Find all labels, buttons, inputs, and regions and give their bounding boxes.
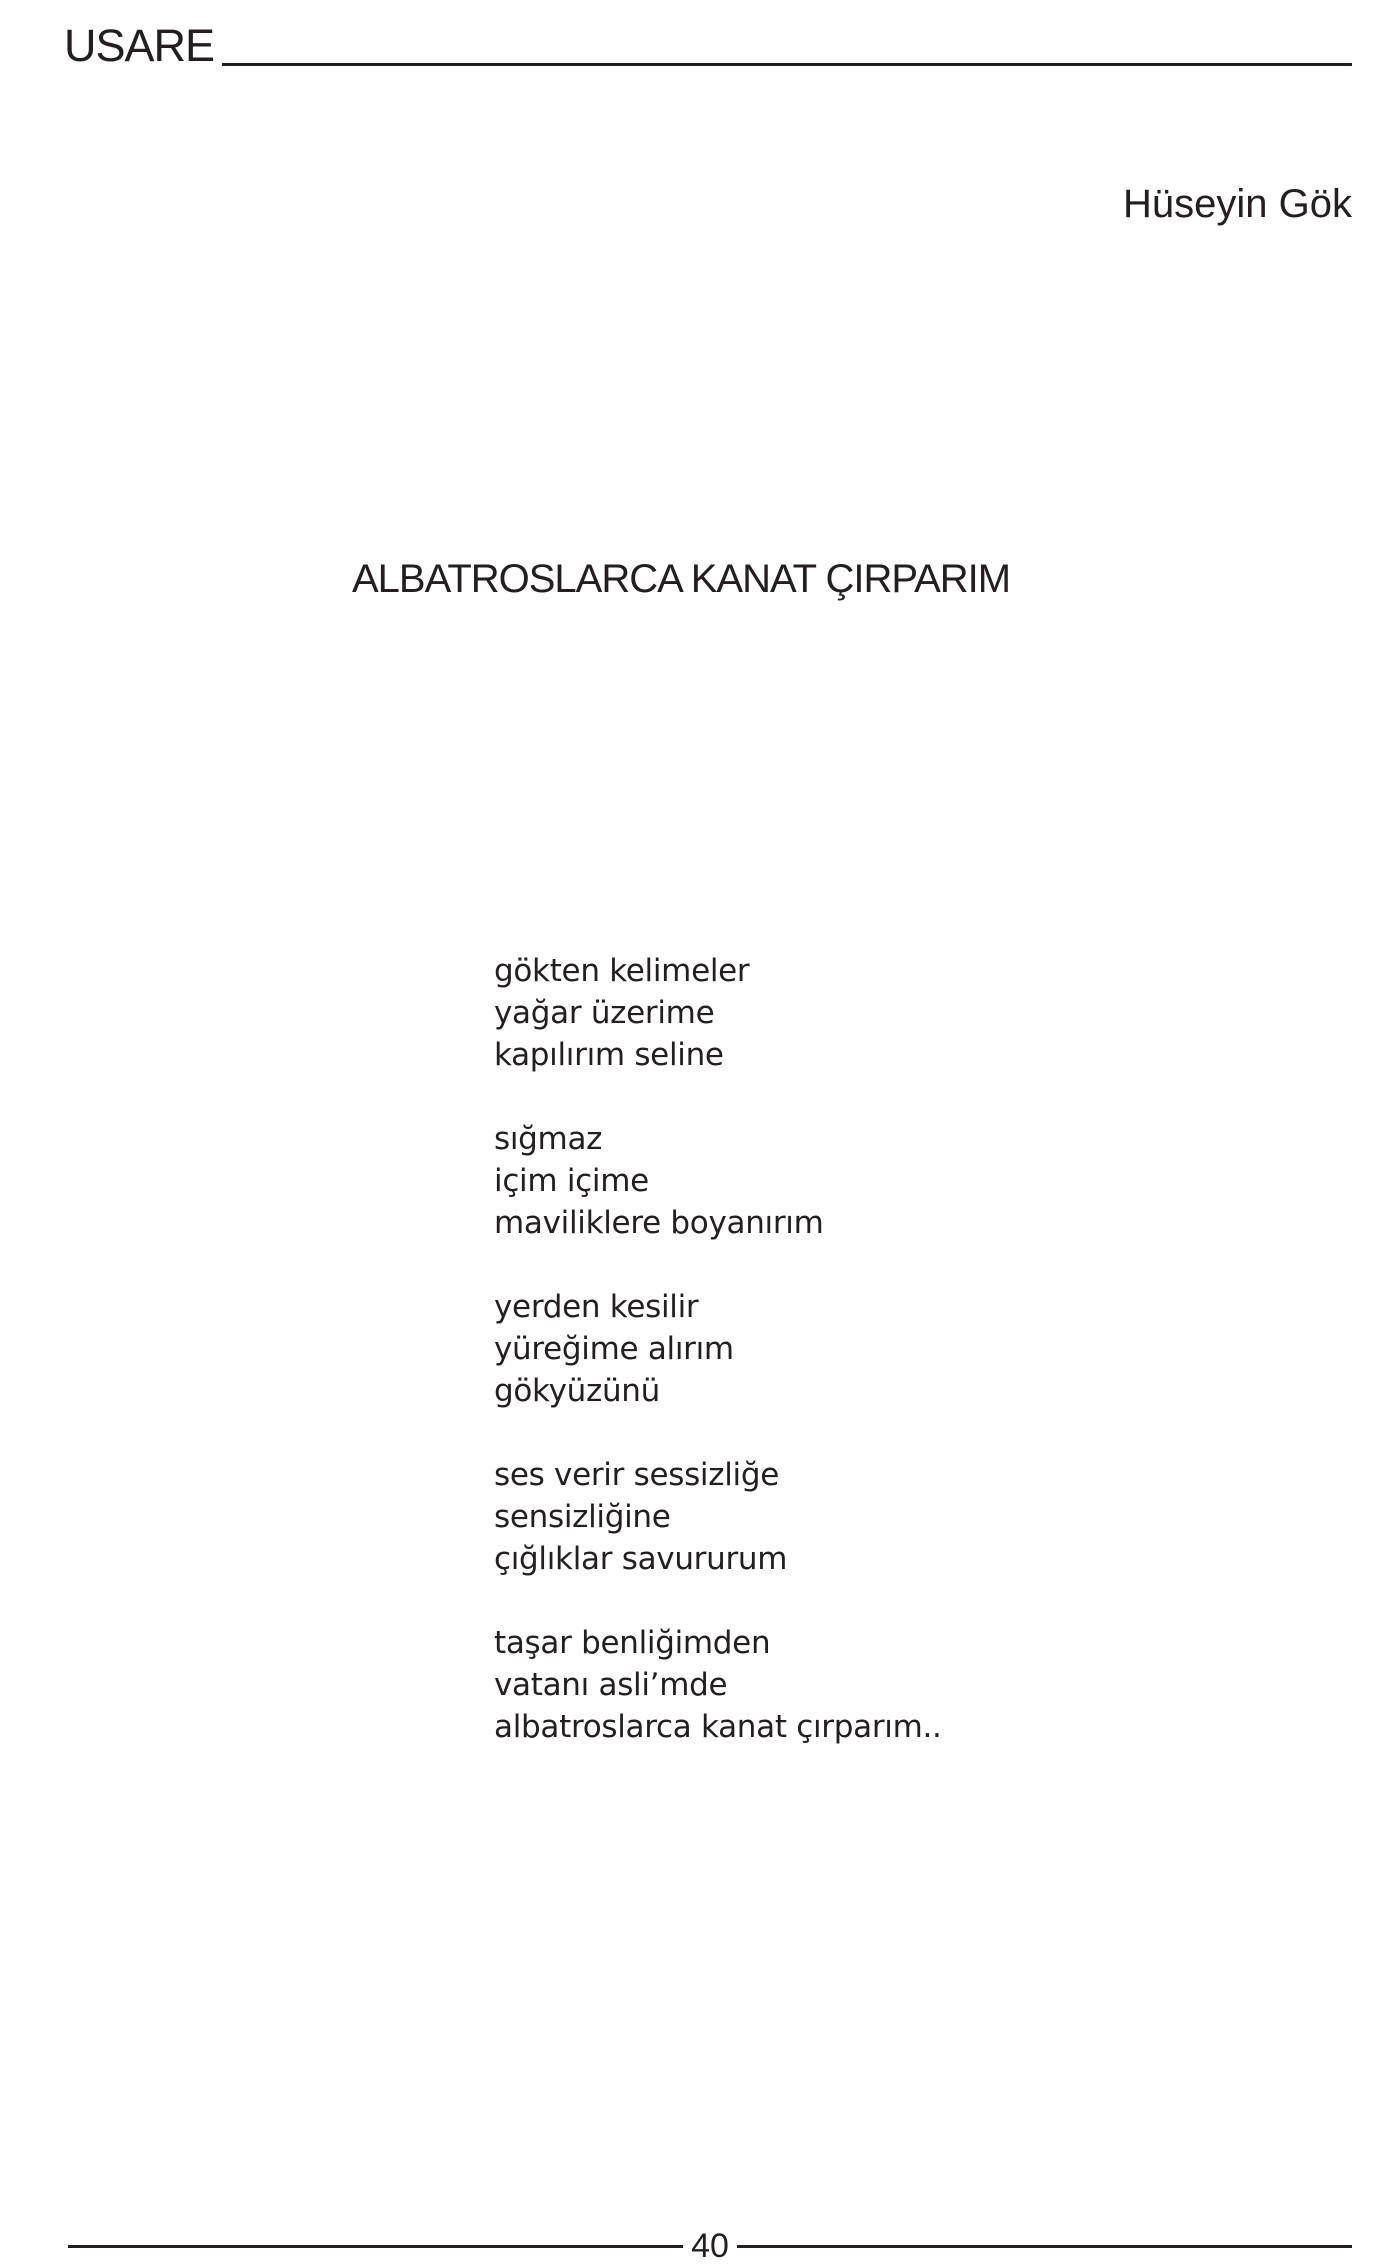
- poem-line: sığmaz: [494, 1121, 603, 1157]
- poem-line: çığlıklar savururum: [494, 1541, 788, 1577]
- poem-line: maviliklere boyanırım: [494, 1205, 824, 1241]
- poem-line: taşar benliğimden: [494, 1625, 771, 1661]
- poem-title: ALBATROSLARCA KANAT ÇIRPARIM: [352, 557, 1011, 601]
- stanza-4: [494, 1454, 1294, 1580]
- poem-line: yağar üzerime: [494, 995, 715, 1031]
- stanza-1: [494, 950, 1294, 1076]
- stanza-3: [494, 1286, 1294, 1412]
- poem-line: gökyüzünü: [494, 1373, 660, 1409]
- poem-body: [494, 950, 1294, 1790]
- stanza-2: [494, 1118, 1294, 1244]
- poem-line: sensizliğine: [494, 1499, 671, 1535]
- poem-line: ses verir sessizliğe: [494, 1457, 779, 1493]
- author-name: Hüseyin Gök: [1123, 182, 1352, 226]
- page-footer: [68, 2226, 1352, 2266]
- page-header: [64, 18, 1352, 71]
- poem-line: kapılırım seline: [494, 1037, 724, 1073]
- poem-line: yerden kesilir: [494, 1289, 699, 1325]
- footer-rule-left: [68, 2245, 683, 2248]
- poem-line: gökten kelimeler: [494, 953, 750, 989]
- poem-line: yüreğime alırım: [494, 1331, 734, 1367]
- footer-rule-right: [737, 2245, 1352, 2248]
- header-rule: [222, 63, 1352, 66]
- poem-line: içim içime: [494, 1163, 649, 1199]
- poem-line: albatroslarca kanat çırparım..: [494, 1709, 942, 1745]
- poem-line: vatanı asli’mde: [494, 1667, 728, 1703]
- page-number: 40: [691, 2227, 729, 2265]
- stanza-5: [494, 1622, 1294, 1748]
- journal-name: USARE: [64, 20, 215, 71]
